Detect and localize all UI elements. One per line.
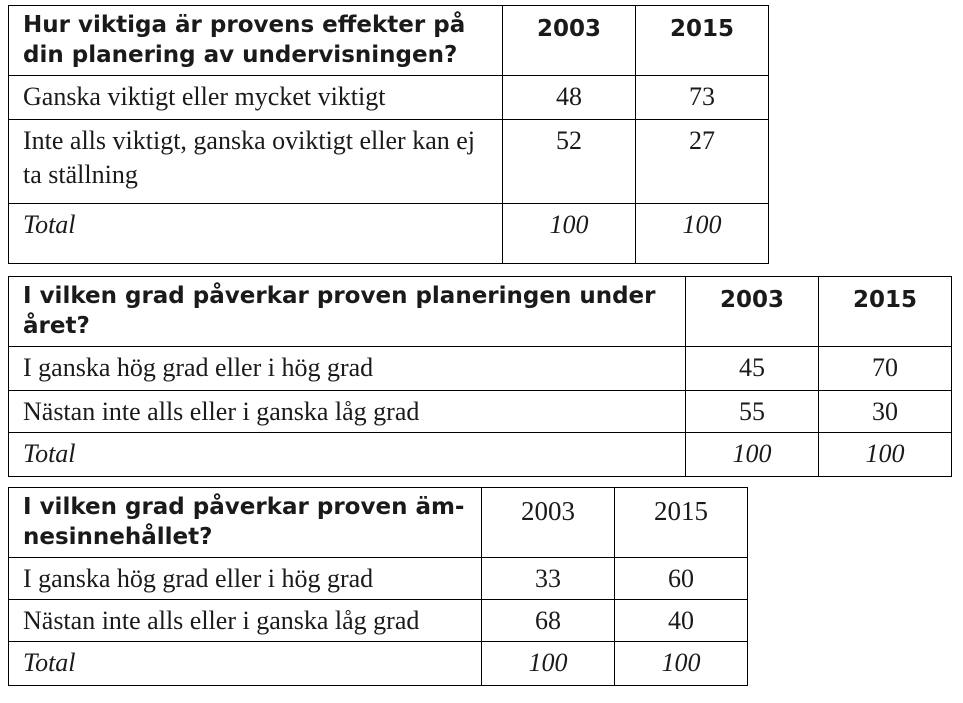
table-effects-on-planning: [8, 5, 769, 264]
total-2003: 100: [503, 204, 636, 264]
table-header-row: [9, 488, 748, 558]
value-2003: 55: [686, 391, 819, 433]
value-2015: 30: [819, 391, 952, 433]
value-2015: 70: [819, 347, 952, 391]
value-2003: 68: [482, 600, 615, 642]
year-header-2015: 2015: [636, 6, 769, 76]
question-header: I vilken grad påverkar proven äm-nesinnehållet?: [9, 488, 482, 558]
total-label: Total: [9, 433, 686, 477]
total-2015: 100: [615, 642, 748, 686]
row-label: Nästan inte alls eller i ganska låg grad: [9, 391, 686, 433]
table-row: [9, 76, 769, 120]
total-row: [9, 204, 769, 264]
total-label: Total: [9, 642, 482, 686]
question-header: Hur viktiga är provens effekter på din planering av undervisningen?: [9, 6, 503, 76]
value-2015: 73: [636, 76, 769, 120]
value-2003: 48: [503, 76, 636, 120]
table-row: [9, 120, 769, 204]
year-header-2003: 2003: [482, 488, 615, 558]
table-header-row: [9, 6, 769, 76]
total-label: Total: [9, 204, 503, 264]
question-header: I vilken grad påverkar proven planeringen under året?: [9, 277, 686, 347]
table-row: [9, 558, 748, 600]
row-label: Inte alls viktigt, ganska oviktigt eller kan ej ta ställning: [9, 120, 503, 204]
row-label: I ganska hög grad eller i hög grad: [9, 558, 482, 600]
total-2003: 100: [686, 433, 819, 477]
total-2015: 100: [636, 204, 769, 264]
year-header-2015: 2015: [819, 277, 952, 347]
table-row: [9, 391, 952, 433]
row-label: I ganska hög grad eller i hög grad: [9, 347, 686, 391]
value-2003: 52: [503, 120, 636, 204]
total-row: [9, 642, 748, 686]
value-2003: 45: [686, 347, 819, 391]
total-2015: 100: [819, 433, 952, 477]
row-label: Nästan inte alls eller i ganska låg grad: [9, 600, 482, 642]
table-header-row: [9, 277, 952, 347]
total-row: [9, 433, 952, 477]
table-row: [9, 600, 748, 642]
year-header-2003: 2003: [503, 6, 636, 76]
table-row: [9, 347, 952, 391]
value-2015: 40: [615, 600, 748, 642]
year-header-2003: 2003: [686, 277, 819, 347]
value-2015: 60: [615, 558, 748, 600]
total-2003: 100: [482, 642, 615, 686]
value-2003: 33: [482, 558, 615, 600]
table-planning-during-year: [8, 276, 952, 477]
row-label: Ganska viktigt eller mycket viktigt: [9, 76, 503, 120]
year-header-2015: 2015: [615, 488, 748, 558]
table-subject-content: [8, 487, 748, 686]
value-2015: 27: [636, 120, 769, 204]
